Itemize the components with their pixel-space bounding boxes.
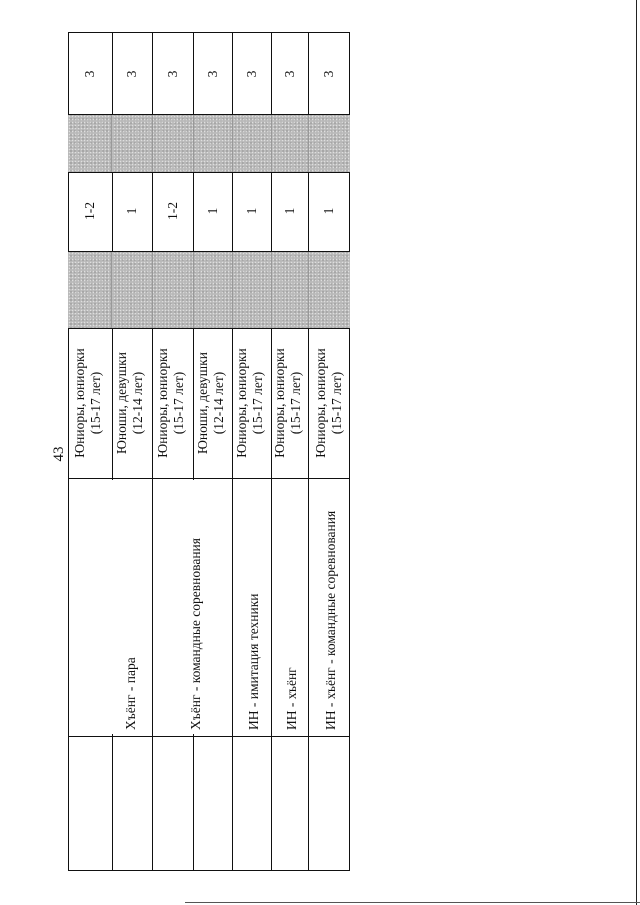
- age-group-cell: Юноши, девушки (12-14 лет): [114, 352, 145, 454]
- grid-line: [152, 115, 153, 172]
- discipline-cell: ИН - хъёнг: [284, 667, 299, 730]
- value-a-cell: 1-2: [165, 202, 180, 220]
- discipline-cell: ИН - имитация техники: [246, 593, 261, 730]
- value-b-cell: 3: [205, 70, 220, 78]
- age-group-cell: Юниоры, юниорки (15-17 лет): [155, 348, 186, 458]
- value-a-cell: 1: [244, 207, 259, 215]
- grid-line: [271, 252, 272, 328]
- value-b-cell: 3: [82, 70, 97, 78]
- grid-line: [271, 115, 272, 172]
- value-b-cell: 3: [244, 70, 259, 78]
- page-bottom-edge: [185, 902, 640, 903]
- age-group-cell: Юноши, девушки (12-14 лет): [195, 352, 226, 454]
- table-bottom-border: [68, 870, 350, 871]
- grid-line: [193, 115, 194, 172]
- value-a-cell: 1: [282, 207, 297, 215]
- value-a-cell: 1: [321, 207, 336, 215]
- column-border: [68, 736, 350, 737]
- page-number: 43: [51, 446, 67, 462]
- value-b-cell: 3: [321, 70, 336, 78]
- table-top-border: [68, 32, 350, 33]
- age-group-cell: Юниоры, юниорки (15-17 лет): [313, 348, 344, 458]
- rotated-table: [68, 32, 350, 870]
- grid-line: [232, 115, 233, 172]
- value-b-cell: 3: [282, 70, 297, 78]
- value-a-cell: 1: [205, 207, 220, 215]
- discipline-cell: Хъёнг - командные соревнования: [188, 538, 203, 730]
- grid-line: [308, 252, 309, 328]
- discipline-cell: Хъёнг - пара: [123, 657, 138, 730]
- grid-line: [232, 252, 233, 328]
- page-right-edge: [636, 0, 637, 905]
- grid-line: [193, 252, 194, 328]
- grid-line: [308, 115, 309, 172]
- age-group-cell: Юниоры, юниорки (15-17 лет): [72, 348, 103, 458]
- grid-line: [152, 252, 153, 328]
- value-a-cell: 1: [124, 207, 139, 215]
- age-group-cell: Юниоры, юниорки (15-17 лет): [272, 348, 303, 458]
- column-border: [68, 478, 350, 479]
- age-group-cell: Юниоры, юниорки (15-17 лет): [234, 348, 265, 458]
- grid-line: [111, 115, 112, 172]
- value-a-cell: 1-2: [82, 202, 97, 220]
- value-b-cell: 3: [124, 70, 139, 78]
- value-b-cell: 3: [165, 70, 180, 78]
- grid-line: [111, 252, 112, 328]
- discipline-cell: ИН - хъёнг - командные соревнования: [323, 510, 338, 730]
